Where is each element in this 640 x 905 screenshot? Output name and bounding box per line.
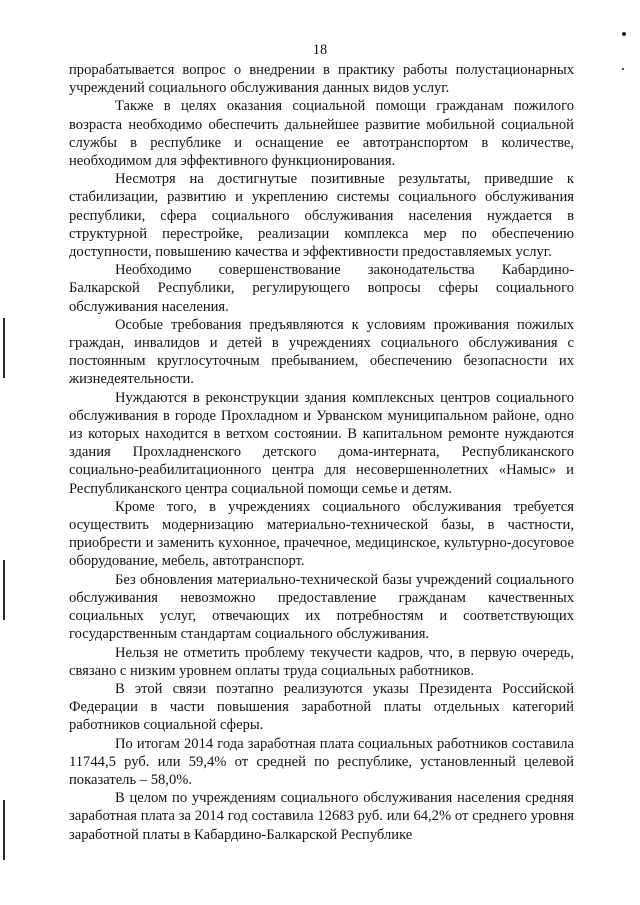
scan-speck xyxy=(622,68,624,70)
paragraph: Кроме того, в учреждениях социального обслуживания требуется осуществить модернизацию материально-технической базы, в частности, приобрести и заменить кухонное, прачечное, медицинское, культурно-досуговое оборудование, мебель, автотранспорт. xyxy=(69,498,574,570)
page-number: 18 xyxy=(312,42,328,58)
scan-speck xyxy=(622,32,626,36)
scan-edge-mark xyxy=(3,560,5,620)
scan-edge-mark xyxy=(3,318,5,378)
paragraph: Без обновления материально-технической базы учреждений социального обслуживания невозможно предоставление гражданам качественных социальных услуг, отвечающих их потребностям и соответствующих государственным стандартам социального обслуживания. xyxy=(69,571,574,643)
paragraph: прорабатывается вопрос о внедрении в практику работы полустационарных учреждений социального обслуживания данных видов услуг. xyxy=(69,62,574,97)
paragraph: В целом по учреждениям социального обслуживания населения средняя заработная плата за 2014 год составила 12683 руб. или 64,2% от среднего уровня заработной платы в Кабардино-Балкарской Республике xyxy=(69,790,574,843)
paragraph: Особые требования предъявляются к условиям проживания пожилых граждан, инвалидов и детей в учреждениях социального обслуживания с постоянным круглосуточным пребыванием, обеспечению безопасности их жизнедеятельности. xyxy=(69,316,574,388)
scan-edge-mark xyxy=(3,800,5,860)
document-body xyxy=(69,61,574,844)
paragraph: В этой связи поэтапно реализуются указы Президента Российской Федерации в части повышения заработной платы отдельных категорий работников социальной сферы. xyxy=(69,680,574,734)
paragraph: Также в целях оказания социальной помощи гражданам пожилого возраста необходимо обеспечить дальнейшее развитие мобильной социальной службы в республике и оснащение ее автотранспортом в количестве, необходимом для эффективного функционирования. xyxy=(69,98,574,170)
paragraph: Нуждаются в реконструкции здания комплексных центров социального обслуживания в городе Прохладном и Урванском муниципальном районе, одно из которых находится в ветхом состоянии. В капитальном ремонте нуждаются здания Прохладненского детского дома-интерната, Республиканского социально-реабилитационного центра для несовершеннолетних «Намыс» и Республиканского центра социальной помощи семье и детям. xyxy=(69,389,574,497)
paragraph: Необходимо совершенствование законодательства Кабардино-Балкарской Республики, регулирующего вопросы сферы социального обслуживания населения. xyxy=(69,262,574,315)
paragraph: Нельзя не отметить проблему текучести кадров, что, в первую очередь, связано с низким уровнем оплаты труда социальных работников. xyxy=(69,644,574,679)
paragraph: По итогам 2014 года заработная плата социальных работников составила 11744,5 руб. или 59,4% от средней по республике, установленный целевой показатель – 58,0%. xyxy=(69,735,574,788)
paragraph: Несмотря на достигнутые позитивные результаты, приведшие к стабилизации, развитию и укреплению системы социального обслуживания республики, сфера социального обслуживания населения нуждается в структурной перестройке, реализации комплекса мер по обеспечению доступности, повышению качества и эффективности предоставляемых услуг. xyxy=(69,171,574,261)
